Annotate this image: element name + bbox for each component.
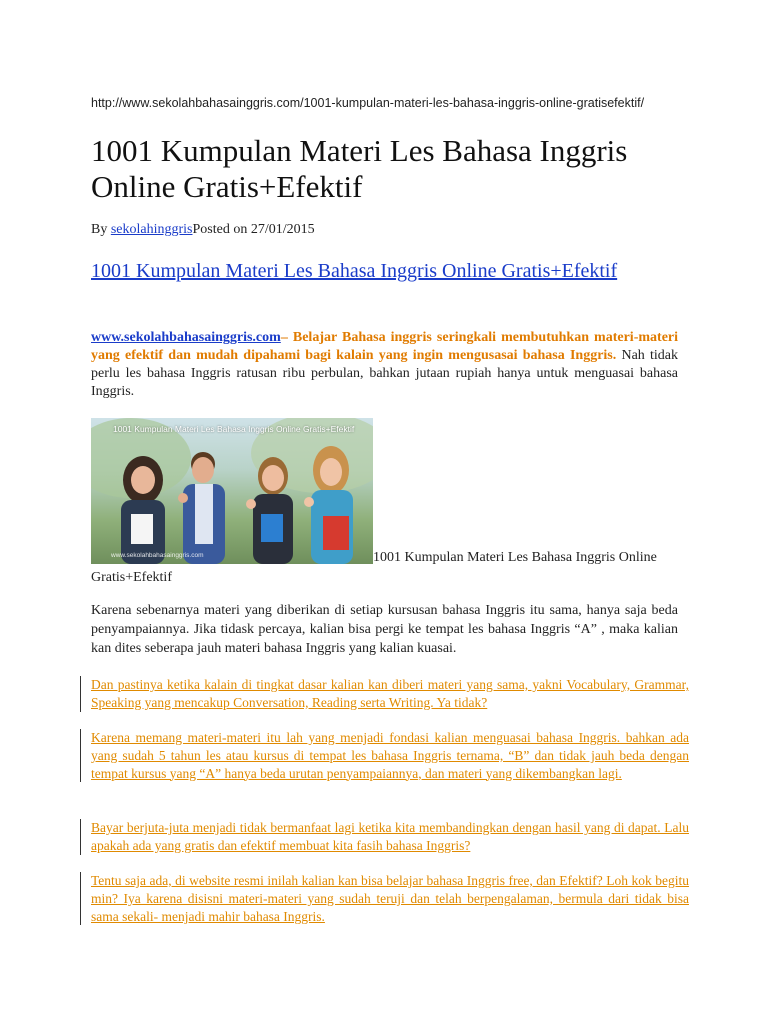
byline-prefix: By [91, 222, 111, 237]
posted-date: Posted on 27/01/2015 [192, 222, 315, 237]
byline [91, 222, 315, 238]
students-photo [91, 418, 373, 564]
body-paragraph: Karena sebenarnya materi yang diberikan di setiap kursusan bahasa Inggris itu sama, hanya saja beda penyampaiannya. Jika tidask percaya, kalian bisa pergi ke tempat les bahasa Inggris “A” , maka kalian kan dites seberapa jauh materi bahasa Inggris yang kalian kuasai. [91, 603, 678, 656]
caption-line-2: Gratis+Efektif [91, 570, 172, 585]
blockquote-1[interactable]: Dan pastinya ketika kalain di tingkat dasar kalian kan diberi materi yang sama, yakni Vocabulary, Grammar, Speaking yang mencakup Conversation, Reading serta Writing. Ya tidak? [80, 676, 689, 712]
blockquote-3[interactable]: Bayar berjuta-juta menjadi tidak bermanfaat lagi ketika kita membandingkan dengan hasil yang di dapat. Lalu apakah ada yang gratis dan efektif membuat kita fasih bahasa Inggris? [80, 819, 689, 855]
intro-rest: Nah tidak perlu les bahasa Inggris ratusan ribu perbulan, bahkan jutaan rupiah hanya untuk menguasai bahasa Inggris. [91, 348, 678, 399]
caption-line-1: 1001 Kumpulan Materi Les Bahasa Inggris Online [373, 550, 657, 565]
author-link[interactable]: sekolahinggris [110, 222, 193, 237]
article-heading-link[interactable]: 1001 Kumpulan Materi Les Bahasa Inggris Online Gratis+Efektif [91, 260, 618, 282]
blockquote-4[interactable]: Tentu saja ada, di website resmi inilah kalian kan bisa belajar bahasa Inggris free, dan Efektif? Loh kok begitu min? Iya karena disisni materi-materi yang sudah teruji dan telah berpengalaman, bermula dari tidak bisa sama sekali- menjadi mahir bahasa Inggris. [80, 872, 689, 925]
site-link[interactable]: www.sekolahbahasainggris.com [91, 330, 281, 345]
blockquote-2[interactable]: Karena memang materi-materi itu lah yang menjadi fondasi kalian menguasai bahasa Inggris. bahkan ada yang sudah 5 tahun les atau kursus di tempat les bahasa Inggris ternama, “B” dan tidak jauh beda dengan tempat kursus yang “A” hanya beda urutan penyampaiannya, dan materi yang dikembangkan lagi. [80, 729, 689, 782]
students-illustration [91, 418, 373, 564]
page-title: 1001 Kumpulan Materi Les Bahasa Inggris Online Gratis+Efektif [91, 133, 628, 204]
intro-lead: Belajar Bahasa inggris seringkali membutuhkan materi-materi yang efektif dan mudah dipahami bagi kalain yang ingin mengusasai bahasa Inggris. [91, 330, 679, 363]
photo-watermark: www.sekolahbahasainggris.com [111, 552, 204, 559]
article-heading [91, 258, 678, 285]
source-url: http://www.sekolahbahasainggris.com/1001-kumpulan-materi-les-bahasa-inggris-online-gratisefektif/ [91, 96, 645, 110]
intro-dash: – [280, 330, 293, 345]
photo-overlay-text: 1001 Kumpulan Materi Les Bahasa Inggris Online Gratis+Efektif [113, 424, 355, 434]
intro-paragraph [91, 329, 678, 401]
